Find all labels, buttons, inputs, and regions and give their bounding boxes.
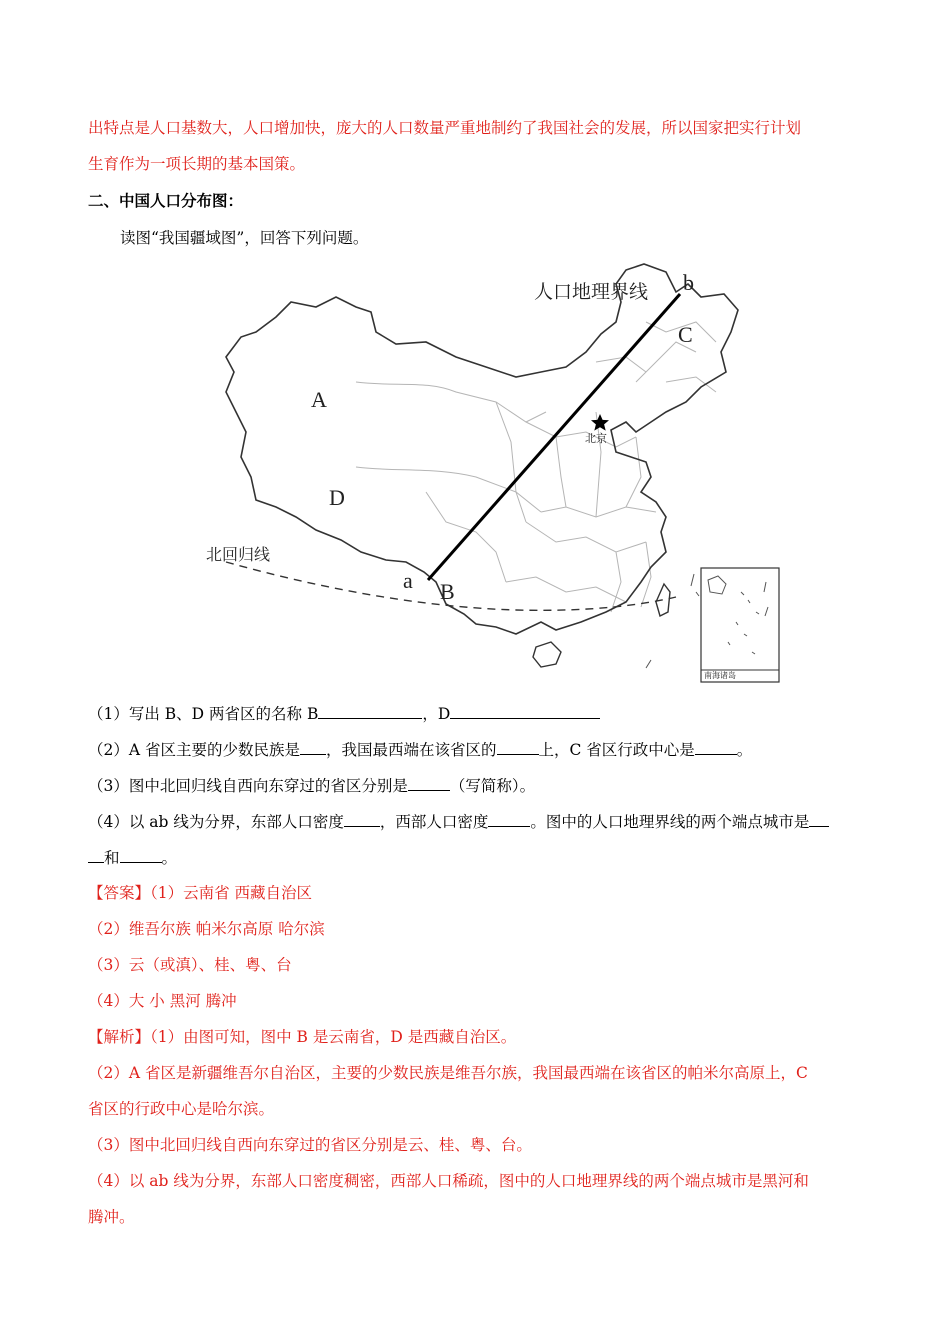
region-label-d: D: [329, 485, 345, 510]
region-label-b: B: [440, 579, 455, 604]
question-1-text: （1）写出 B、D 两省区的名称 B: [88, 705, 319, 723]
beijing-label: 北京: [585, 432, 607, 445]
question-2-part-d: 。: [736, 741, 753, 759]
offshore-marks: [646, 574, 699, 668]
question-4-line-2: [88, 846, 890, 869]
intro-line-1: 出特点是人口基数大，人口增加快，庞大的人口数量严重地制约了我国社会的发展，所以国家把实行计划: [88, 119, 802, 137]
question-1: [88, 702, 890, 725]
analysis-4-line-2: 腾冲。: [88, 1208, 135, 1226]
question-4-part-b: ，西部人口密度: [379, 813, 489, 831]
china-outline: [226, 264, 738, 634]
section-heading: 二、中国人口分布图：: [88, 191, 244, 210]
question-2-part-c: 上，C 省区行政中心是: [538, 741, 695, 759]
analysis-tag: 【解析】: [88, 1028, 151, 1046]
blank-ethnic-group: [300, 738, 326, 755]
analysis-1: （1）由图可知，图中 B 是云南省，D 是西藏自治区。: [150, 1028, 517, 1046]
china-map: [196, 262, 786, 687]
endpoint-label-b: b: [683, 270, 694, 295]
hainan-island: [533, 642, 561, 667]
blank-d: [450, 702, 600, 719]
answer-4: （4）大 小 黑河 腾冲: [88, 992, 237, 1010]
population-boundary-line: [428, 294, 680, 580]
question-4-part-c: 。图中的人口地理界线的两个端点城市是: [530, 813, 810, 831]
question-4-part-d: 和: [104, 849, 120, 867]
blank-capital: [695, 738, 737, 755]
intro-line-2: 生育作为一项长期的基本国策。: [88, 155, 306, 173]
blank-west-density: [488, 810, 530, 827]
blank-city-1-end: [88, 846, 104, 863]
taiwan-island: [656, 584, 670, 616]
blank-b: [318, 702, 422, 719]
blank-east-density: [344, 810, 380, 827]
blank-city-1-start: [809, 810, 829, 827]
question-3: [88, 774, 890, 797]
answer-line-1: [88, 882, 890, 904]
question-2: [88, 738, 890, 761]
population-line-label: 人口地理界线: [534, 281, 649, 303]
question-4-line-1: [88, 810, 890, 833]
region-label-c: C: [678, 322, 693, 347]
question-4-part-e: 。: [161, 849, 178, 867]
answer-3: （3）云（或滇）、桂、粤、台: [88, 956, 292, 974]
question-4-part-a: （4）以 ab 线为分界，东部人口密度: [88, 813, 344, 831]
region-label-a-upper: A: [311, 387, 327, 412]
analysis-4-line-1: （4）以 ab 线为分界，东部人口密度稠密，西部人口稀疏，图中的人口地理界线的两个端点城市是黑河和: [88, 1172, 809, 1190]
question-1-mid: ，D: [422, 705, 451, 723]
blank-west-end: [497, 738, 539, 755]
analysis-line-1: [88, 1026, 890, 1048]
question-2-part-a: （2）A 省区主要的少数民族是: [88, 741, 300, 759]
question-2-part-b: ，我国最西端在该省区的: [325, 741, 497, 759]
blank-city-2: [120, 846, 162, 863]
analysis-2-line-1: （2）A 省区是新疆维吾尔自治区，主要的少数民族是维吾尔族，我国最西端在该省区的帕米尔高原上，C: [88, 1064, 808, 1082]
question-3-part-a: （3）图中北回归线自西向东穿过的省区分别是: [88, 777, 408, 795]
answer-tag: 【答案】: [88, 884, 151, 902]
tropic-label: 北回归线: [206, 545, 271, 564]
beijing-star-icon: [591, 414, 609, 431]
answer-1: （1）云南省 西藏自治区: [150, 884, 313, 902]
china-map-figure: [196, 262, 786, 687]
analysis-3: （3）图中北回归线自西向东穿过的省区分别是云、桂、粤、台。: [88, 1136, 532, 1154]
analysis-2-line-2: 省区的行政中心是哈尔滨。: [88, 1100, 275, 1118]
blank-provinces: [408, 774, 450, 791]
answer-2: （2）维吾尔族 帕米尔高原 哈尔滨: [88, 920, 325, 938]
inset-label: 南海诸岛: [704, 671, 736, 680]
instruction-text: 读图“我国疆域图”，回答下列问题。: [120, 229, 369, 247]
south-china-sea-inset: [701, 568, 779, 682]
endpoint-label-a: a: [403, 568, 413, 593]
question-3-part-b: （写简称）。: [449, 777, 536, 795]
